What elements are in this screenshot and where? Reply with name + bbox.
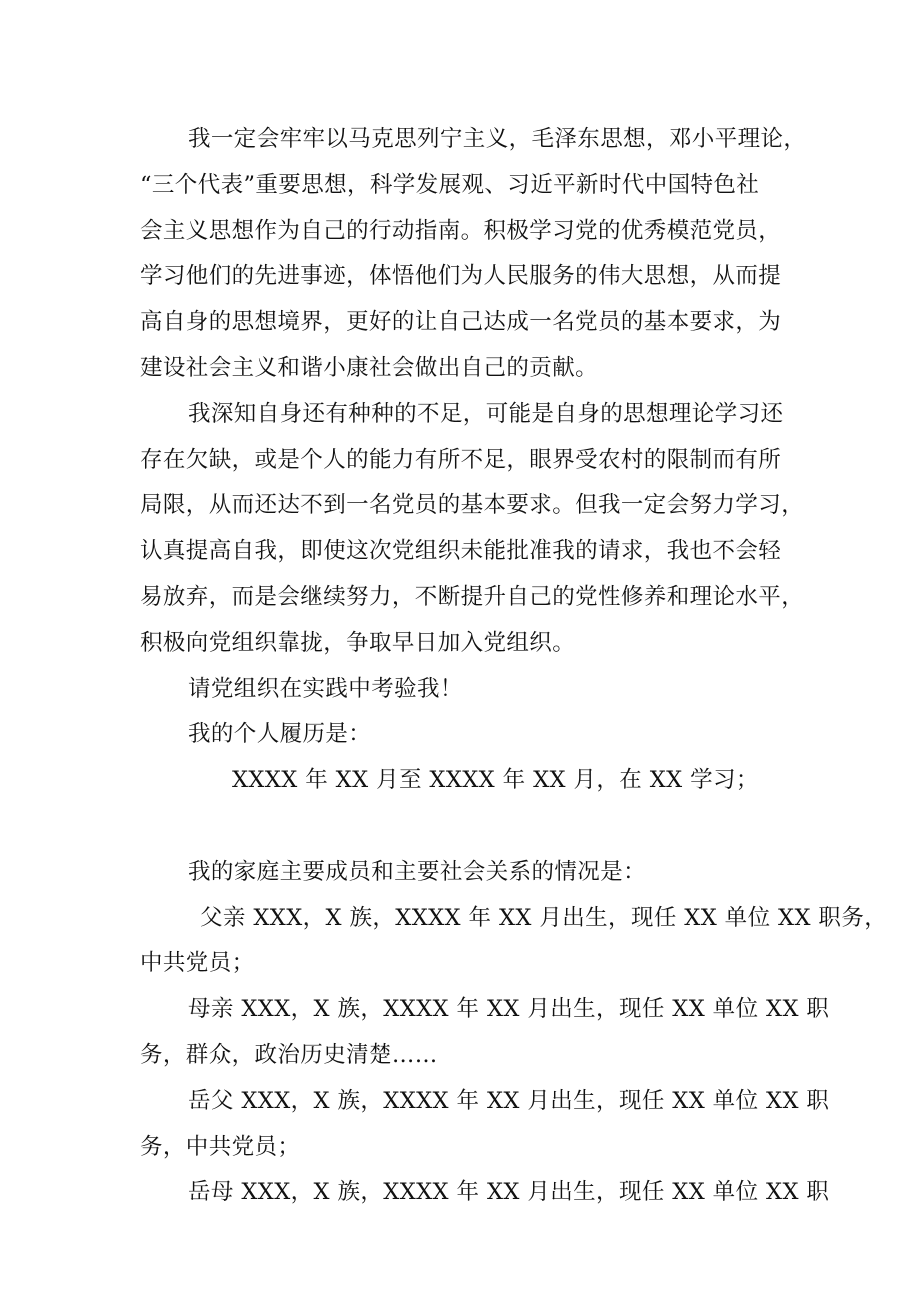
paragraph-guiding-thought: [140, 117, 807, 392]
text-line: 局限，从而还达不到一名党员的基本要求。但我一定会努力学习，: [140, 492, 805, 519]
family-heading: 我的家庭主要成员和主要社会关系的情况是：: [188, 858, 647, 885]
text-line: 学习他们的先进事迹，体悟他们为人民服务的伟大思想，从而提: [140, 263, 782, 290]
text-line: 务，中共党员；: [140, 1133, 301, 1160]
text-line: 中共党员；: [140, 950, 255, 977]
blank-line: [140, 804, 800, 850]
text-line: 高自身的思想境界，更好的让自己达成一名党员的基本要求，为: [140, 309, 782, 336]
paragraph-shortcomings: [140, 392, 805, 667]
resume-heading: 我的个人履历是：: [188, 721, 372, 748]
text-line: 认真提高自我，即使这次党组织未能批准我的请求，我也不会轻: [140, 538, 782, 565]
family-member-mother-in-law: [140, 1170, 830, 1216]
family-member-mother: [140, 987, 830, 1079]
text-line: 母亲 XXX，X 族，XXXX 年 XX 月出生，现任 XX 单位 XX 职: [188, 996, 830, 1023]
text-line: 务，群众，政治历史清楚……: [140, 1041, 438, 1068]
text-line: 易放弃，而是会继续努力，不断提升自己的党性修养和理论水平，: [140, 583, 805, 610]
family-member-father-in-law: [140, 1079, 830, 1171]
resume-entry: XXXX 年 XX 月至 XXXX 年 XX 月，在 XX 学习；: [232, 767, 759, 794]
text-line: 会主义思想作为自己的行动指南。积极学习党的优秀模范党员，: [140, 217, 782, 244]
family-member-father: [140, 896, 888, 988]
text-line: 建设社会主义和谐小康社会做出自己的贡献。: [140, 354, 599, 381]
text-line: 我一定会牢牢以马克思列宁主义，毛泽东思想，邓小平理论，: [188, 126, 807, 152]
text-line: 存在欠缺，或是个人的能力有所不足，眼界受农村的限制而有所: [140, 446, 782, 473]
document-body: [140, 117, 888, 1216]
text-line: 岳母 XXX，X 族，XXXX 年 XX 月出生，现任 XX 单位 XX 职: [188, 1179, 830, 1206]
text-line: 岳父 XXX，X 族，XXXX 年 XX 月出生，现任 XX 单位 XX 职: [188, 1087, 830, 1114]
text-line: 父亲 XXX，X 族，XXXX 年 XX 月出生，现任 XX 单位 XX 职务，: [200, 904, 888, 931]
text-line: 积极向党组织靠拢，争取早日加入党组织。: [140, 629, 576, 656]
paragraph-request: 请党组织在实践中考验我！: [188, 675, 463, 702]
text-line: “三个代表”重要思想，科学发展观、习近平新时代中国特色社: [140, 171, 760, 198]
text-line: 我深知自身还有种种的不足，可能是自身的思想理论学习还: [188, 400, 784, 427]
